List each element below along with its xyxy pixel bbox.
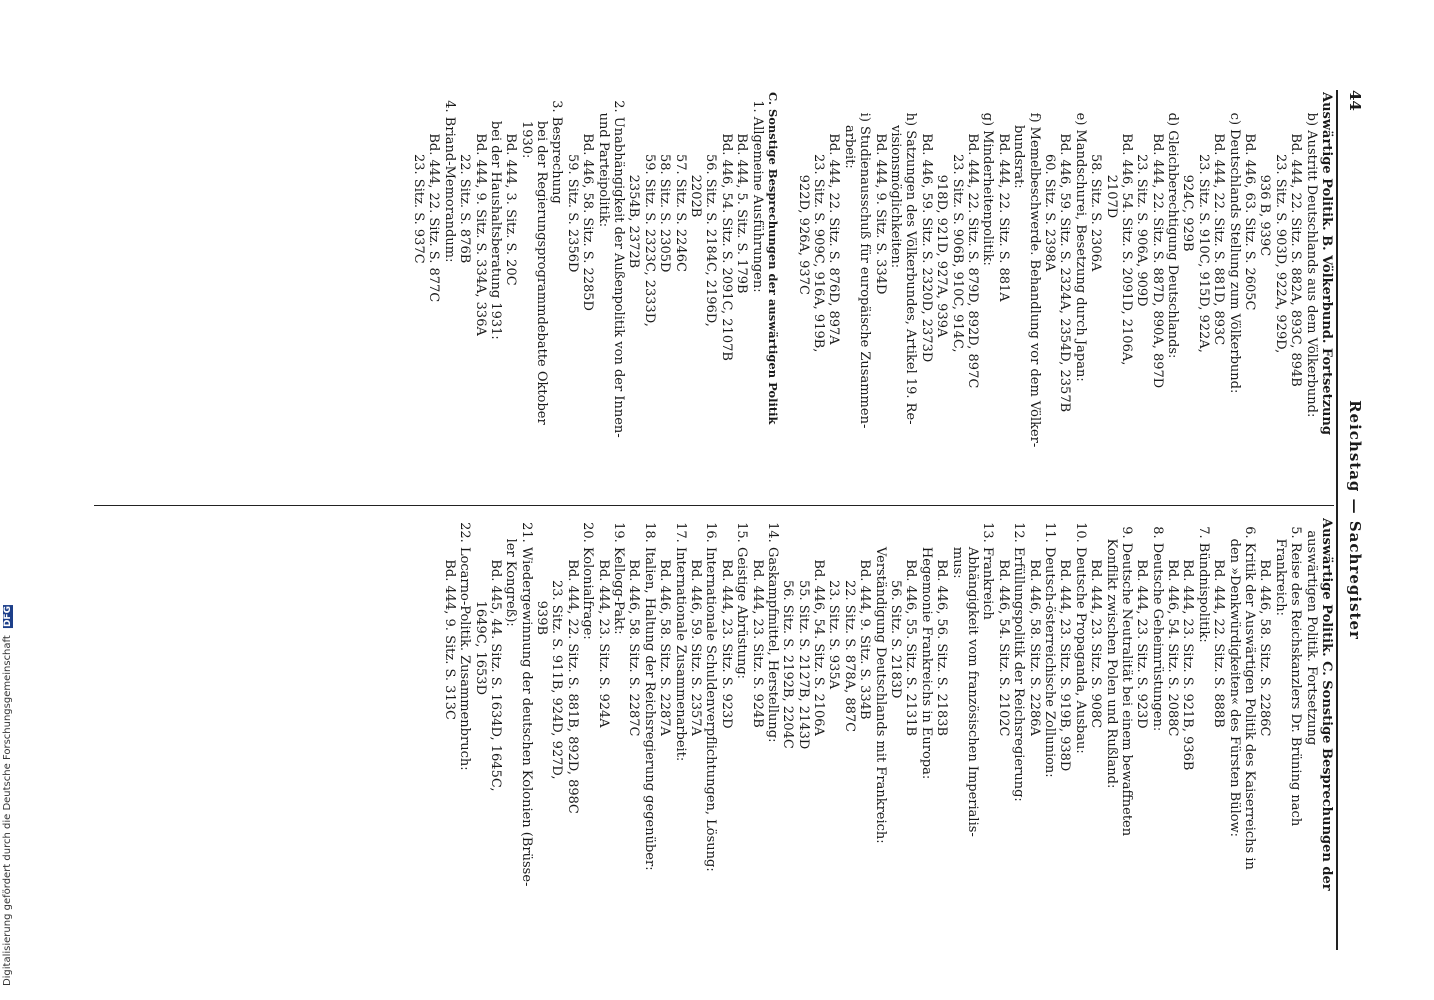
index-line: Bd. 444, 23. Sitz. S. 923D (718, 518, 734, 729)
index-line: Bd. 444, 22. Sitz. S. 881A (995, 92, 1011, 302)
index-line: 23. Sitz. S. 909C, 916A, 919B, (811, 92, 827, 353)
index-line: Bd. 446, 54. Sitz. S. 2088C (1165, 518, 1181, 737)
digitization-credit (2, 605, 13, 986)
index-line: Abhängigkeit vom französischen Imperialis- (965, 518, 981, 837)
index-line: 15. Geistige Abrüstung: (734, 518, 750, 680)
index-line: Bd. 444, 5. Sitz. S. 179B (734, 92, 750, 294)
index-line: 918D, 921D, 927A, 939A (934, 92, 950, 338)
index-line: d) Gleichberechtigung Deutschlands: (1165, 92, 1181, 359)
index-line: und Parteipolitik: (595, 92, 611, 228)
dfg-logo: DFG (3, 606, 13, 628)
index-line: 9. Deutsche Neutralität bei einem bewaffneten (1118, 518, 1134, 837)
left-column (94, 92, 1334, 497)
index-line: 55. Sitz. S. 2127B, 2143D (795, 518, 811, 750)
index-line: Bd. 446, 59. Sitz. S. 2324A, 2354D, 2357B (1057, 92, 1073, 413)
index-line: 22. Sitz. S. 878A, 887C (841, 518, 857, 733)
index-line: Bd. 444, 23. Sitz. S. 919B, 938D (1057, 518, 1073, 772)
index-line: Bd. 446, 54. Sitz. S. 2091C, 2107B (718, 92, 734, 361)
index-line: 13. Frankreich (980, 518, 996, 620)
index-line: Bd. 446, 58. Sitz. S. 2285D (580, 92, 596, 311)
index-line: 58. Sitz. S. 2306A (1088, 92, 1104, 272)
index-line: 939B (534, 518, 550, 636)
index-line: Bd. 444, 9. Sitz. S. 313C (441, 518, 457, 720)
index-line: 60. Sitz. S. 2398A (1041, 92, 1057, 272)
index-line: bei der Haushaltsberatung 1931: (487, 92, 503, 340)
index-line: Hegemonie Frankreichs in Europa: (918, 518, 934, 780)
index-line: Bd. 446, 59. Sitz. S. 2320D, 2373D (918, 92, 934, 363)
index-line: arbeit: (841, 92, 857, 169)
page-title: Reichstag — Sachregister (1346, 400, 1364, 640)
running-header (1336, 90, 1364, 950)
index-line: Bd. 444, 9. Sitz. S. 334D (872, 92, 888, 295)
index-line: Bd. 444, 3. Sitz. S. 20C (503, 92, 519, 286)
index-line: Bd. 446, 63. Sitz. S. 2605C (1242, 92, 1258, 311)
index-line: 18. Italien, Haltung der Reichsregierung gegenüber: (641, 518, 657, 871)
right-column (94, 518, 1334, 923)
index-line: bundsrat: (1011, 92, 1027, 189)
index-line: 23. Sitz. S. 910C, 915D, 922A, (1195, 92, 1211, 353)
index-line: 23. Sitz. S. 911B, 924D, 927D, (549, 518, 565, 780)
index-line: Bd. 446, 58. Sitz. S. 2287C (626, 518, 642, 737)
index-line: Bd. 446, 58. Sitz. S. 2286A (1026, 518, 1042, 736)
index-line: Bd. 446, 59. Sitz. S. 2357A (687, 518, 703, 736)
index-line: Bd. 444, 22. Sitz. S. 888B (1211, 518, 1227, 728)
index-line: ler Kongreß): (503, 518, 519, 627)
index-line: 10. Deutsche Propaganda, Ausbau: (1072, 518, 1088, 754)
index-line: 11. Deutsch-österreichische Zollunion: (1041, 518, 1057, 778)
index-line: b) Austritt Deutschlands aus dem Völkerbund: (1303, 92, 1319, 418)
index-line (780, 92, 795, 497)
index-line: Bd. 446, 54. Sitz. S. 2102C (995, 518, 1011, 737)
index-line: Bd. 444, 22. Sitz. S. 882A, 893C, 894B (1288, 92, 1304, 387)
index-line: C. Sonstige Besprechungen der auswärtigen Politik (765, 92, 780, 425)
index-line: Bd. 446, 56. Sitz. S. 2183B (934, 518, 950, 737)
index-line: 22. Locarno-Politik. Zusammenbruch: (457, 518, 473, 771)
index-line: 56. Sitz. S. 2184C, 2196D, (703, 92, 719, 327)
index-line: Bd. 444, 23. Sitz. S. 924B (749, 518, 765, 728)
index-line: 6. Kritik der Auswärtigen Politik des Kaiserreichs in (1242, 518, 1258, 870)
index-line: 58. Sitz. S. 2305D (657, 92, 673, 273)
index-line: Bd. 444, 22. Sitz. S. 876D, 897A (826, 92, 842, 345)
index-line: 17. Internationale Zusammenarbeit: (672, 518, 688, 762)
index-line: 21. Wiedergewinnung der deutschen Kolonien (Brüsse- (518, 518, 534, 887)
index-line: Bd. 444, 22. Sitz. S. 881D, 893C (1211, 92, 1227, 346)
index-line: Bd. 446, 58. Sitz. S. 2286C (1257, 518, 1273, 737)
index-line: Frankreich: (1272, 518, 1288, 616)
index-line: den »Denkwürdigkeiten« des Fürsten Bülow: (1226, 518, 1242, 838)
credit-text: Digitalisierung gefördert durch die Deutsche Forschungsgemeinschaft (2, 635, 13, 987)
index-line: 936 B, 939C (1257, 92, 1273, 257)
index-line: 59. Sitz. S. 2356D (564, 92, 580, 273)
index-line: Verständigung Deutschlands mit Frankreich: (872, 518, 888, 844)
index-line: Konflikt zwischen Polen und Rußland: (1103, 518, 1119, 789)
index-line: Bd. 444, 23. Sitz. S. 908C (1088, 518, 1104, 729)
index-line: g) Minderheitenpolitik: (980, 92, 996, 266)
index-line: Bd. 444, 22. Sitz. S. 879D, 892D, 897C (965, 92, 981, 389)
index-line: 23. Sitz. S. 906A, 909D (1134, 92, 1150, 307)
index-line: 57. Sitz. S. 2246C (672, 92, 688, 272)
index-line: Bd. 444, 22. Sitz. S. 881B, 892D, 898C (564, 518, 580, 814)
index-line: Bd. 444, 23. Sitz. S. 923D (1134, 518, 1150, 729)
index-line: 2. Unabhängigkeit der Außenpolitik von der Innen- (611, 92, 627, 438)
index-line: h) Satzungen des Völkerbundes, Artikel 19. Re- (903, 92, 919, 425)
index-line: Bd. 446, 54. Sitz. S. 2091D, 2106A, (1118, 92, 1134, 366)
index-line: 8. Deutsche Geheimrüstungen: (1149, 518, 1165, 732)
index-line: Bd. 444, 9. Sitz. S. 334B (857, 518, 873, 720)
index-line: 2202B (687, 92, 703, 218)
index-line: Bd. 444, 22. Sitz. S. 877C (426, 92, 442, 303)
index-line: e) Mandschurei, Besetzung durch Japan: (1072, 92, 1088, 382)
index-line: 1930: (518, 92, 534, 159)
index-line: 20. Kolonialfrage: (580, 518, 596, 640)
index-line: 5. Reise des Reichskanzlers Dr. Brüning nach (1288, 518, 1304, 827)
index-line: Bd. 446, 55. Sitz. S. 2131B (903, 518, 919, 737)
index-line: Bd. 444, 23. Sitz. S. 921B, 936B (1180, 518, 1196, 771)
index-line: 1. Allgemeine Ausführungen: (749, 92, 765, 293)
column-divider (94, 505, 1334, 506)
index-line: 2354B, 2372B (626, 92, 642, 269)
index-line: auswärtigen Politik. Fortsetzung (1303, 518, 1319, 746)
index-line: 59. Sitz. S. 2323C, 2333D, (641, 92, 657, 327)
index-line: c) Deutschlands Stellung zum Völkerbund: (1226, 92, 1242, 394)
index-line: Auswärtige Politik. B. Völkerbund. Fortsetzung (1319, 92, 1334, 435)
index-line: 56. Sitz. S. 2192B, 2204C (780, 518, 796, 749)
index-line: 19. Kellogg-Pakt: (611, 518, 627, 635)
index-line: Bd. 446, 58. Sitz. S. 2287A (657, 518, 673, 736)
index-line: i) Studienausschuß für europäische Zusammen- (857, 92, 873, 429)
index-line: 1649C, 1653D (472, 518, 488, 695)
index-line: 23. Sitz. S. 937C (410, 92, 426, 264)
index-line: 22. Sitz. S. 876B (457, 92, 473, 264)
index-line: 12. Erfüllungspolitik der Reichsregierung: (1011, 518, 1027, 802)
index-line: 924C, 929B (1180, 92, 1196, 252)
index-line: 56. Sitz. S. 2183D (888, 518, 904, 699)
index-line: visionsmöglichkeiten: (888, 92, 904, 269)
index-line: 2107D (1103, 92, 1119, 219)
index-line: 4. Briand-Memorandum: (441, 92, 457, 263)
index-line: 23. Sitz. S. 903D, 922A, 929D, (1272, 92, 1288, 354)
index-line: f) Memelbeschwerde. Behandlung vor dem Völker- (1026, 92, 1042, 448)
index-line: Bd. 444, 22. Sitz. S. 887D, 890A, 897D (1149, 92, 1165, 389)
index-line: mus: (949, 518, 965, 579)
index-line: 16. Internationale Schuldenverpflichtungen, Lösung: (703, 518, 719, 872)
index-line: 7. Bündnispolitik: (1195, 518, 1211, 643)
index-line: bei der Regierungsprogrammdebatte Oktober (534, 92, 550, 425)
index-line: Bd. 445, 44. Sitz. S. 1634D, 1645C, (487, 518, 503, 792)
index-line: Bd. 444, 23. Sitz. S. 924A (595, 518, 611, 728)
index-line: 922D, 926A, 937C (795, 92, 811, 295)
index-line: Bd. 446, 54. Sitz. S. 2106A (811, 518, 827, 736)
index-line: Auswärtige Politik. C. Sonstige Besprechungen der (1319, 518, 1334, 891)
index-line: 3. Besprechung (549, 92, 565, 204)
index-line: 23. Sitz. S. 935A (826, 518, 842, 690)
index-line: 14. Gaskampfmittel, Herstellung: (764, 518, 780, 743)
page-number: 44 (1346, 90, 1364, 111)
index-line: 23. Sitz. S. 906B, 910C, 914C, (949, 92, 965, 353)
index-line: Bd. 444, 9. Sitz. S. 334A, 336A (472, 92, 488, 336)
